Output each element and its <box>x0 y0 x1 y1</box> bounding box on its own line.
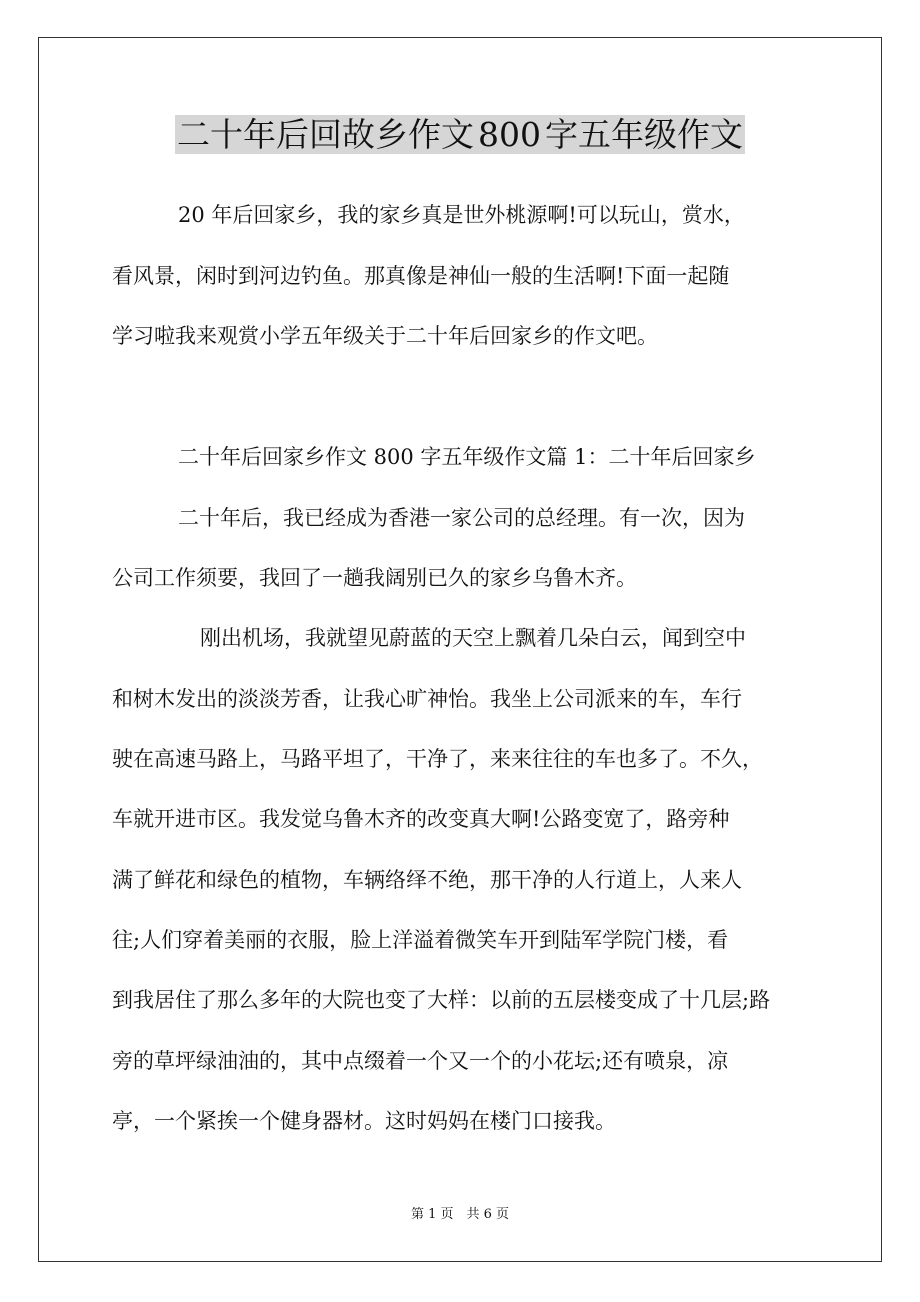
text-line-11: 满了鲜花和绿色的植物，车辆络绎不绝，那干净的人行道上，人来人 <box>112 868 742 892</box>
text-line-14: 旁的草坪绿油油的，其中点缀着一个又一个的小花坛;还有喷泉，凉 <box>112 1049 729 1073</box>
text-line-7: 刚出机场，我就望见蔚蓝的天空上飘着几朵白云，闻到空中 <box>200 626 746 650</box>
text-line-10: 车就开进市区。我发觉乌鲁木齐的改变真大啊!公路变宽了，路旁种 <box>112 807 730 831</box>
title-part-2: 800 <box>478 115 541 154</box>
text-line-9: 驶在高速马路上，马路平坦了，干净了，来来往往的车也多了。不久， <box>112 747 763 771</box>
text-line-6: 公司工作须要，我回了一趟我阔别已久的家乡乌鲁木齐。 <box>112 566 637 590</box>
section-heading: 二十年后回家乡作文 800 字五年级作文篇 1：二十年后回家乡 <box>178 445 756 469</box>
text-line-5: 二十年后，我已经成为香港一家公司的总经理。有一次，因为 <box>178 506 745 530</box>
page-footer: 第 1 页 共 6 页 <box>410 1207 510 1222</box>
document-title <box>0 112 920 158</box>
text-line-8: 和树木发出的淡淡芳香，让我心旷神怡。我坐上公司派来的车，车行 <box>112 687 742 711</box>
text-line-3: 学习啦我来观赏小学五年级关于二十年后回家乡的作文吧。 <box>112 324 658 348</box>
text-line-12: 往;人们穿着美丽的衣服，脸上洋溢着微笑车开到陆军学院门楼，看 <box>112 928 729 952</box>
title-part-3: 字五年级作文 <box>545 115 743 154</box>
text-line-1: 20 年后回家乡，我的家乡真是世外桃源啊!可以玩山，赏水， <box>178 203 745 227</box>
text-line-15: 亭，一个紧挨一个健身器材。这时妈妈在楼门口接我。 <box>112 1109 616 1133</box>
text-line-13: 到我居住了那么多年的大院也变了大样：以前的五层楼变成了十几层;路 <box>112 988 771 1012</box>
text-line-2: 看风景，闲时到河边钓鱼。那真像是神仙一般的生活啊!下面一起随 <box>112 264 730 288</box>
title-part-1: 二十年后回故乡作文 <box>177 115 474 154</box>
